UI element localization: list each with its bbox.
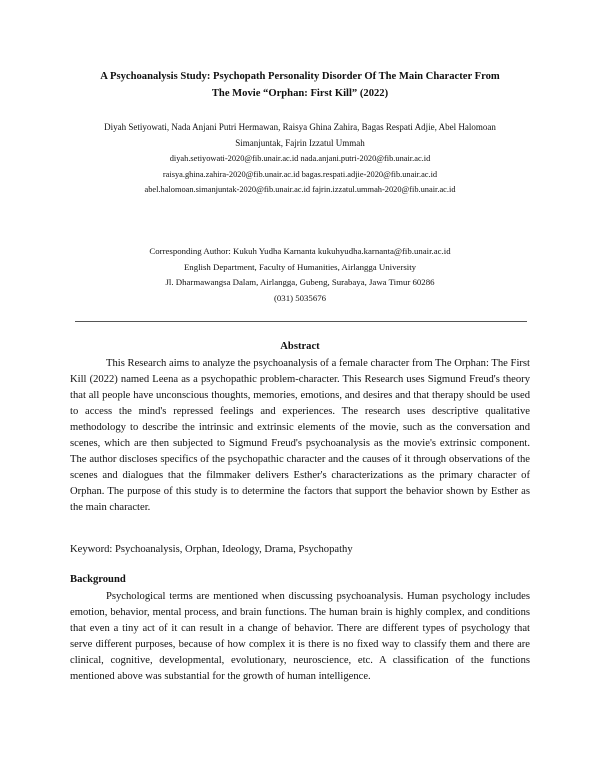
abstract-text: This Research aims to analyze the psychoanalysis of a female character from The Orphan: The First Kill (2022) named Leena as a psychopathic problem-character. This Research uses Sigmund Freud's theory that all people have unconscious thoughts, memories, emotions, and desires and that therapy should be used to access the mind's repressed feelings and experiences. The research uses descriptive qualitative methodology to describe the intrinsic and extrinsic elements of the movie, such as the conversation and scenes, which are then subjected to Sigmund Freud's psychoanalysis as the movie's extrinsic component. The author discloses specifics of the psychopathic character and the causes of it through observations of the scenes and dialogues that the filmmaker delivers Esther's characterizations as the primary character of Orphan. The purpose of this study is to determine the factors that support the behavior shown by Esther as the main character. xyxy=(70,358,530,514)
phone: (031) 5035676 xyxy=(273,292,327,303)
author-block xyxy=(60,120,540,198)
author-names-line-1: Diyah Setiyowati, Nada Anjani Putri Hermawan, Raisya Ghina Zahira, Bagas Respati Adjie, Abel Halomoan xyxy=(104,122,496,132)
author-emails-line-1: diyah.setiyowati-2020@fib.unair.ac.id nada.anjani.putri-2020@fib.unair.ac.id xyxy=(169,154,431,164)
author-emails-line-2: raisya.ghina.zahira-2020@fib.unair.ac.id bagas.respati.adjie-2020@fib.unair.ac.id xyxy=(162,169,438,179)
abstract-heading: Abstract xyxy=(280,341,320,352)
address: Jl. Dharmawangsa Dalam, Airlangga, Gubeng, Surabaya, Jawa Timur 60286 xyxy=(165,277,435,288)
keywords: Keyword: Psychoanalysis, Orphan, Ideology, Drama, Psychopathy xyxy=(70,544,353,555)
title-line-2: The Movie “Orphan: First Kill” (2022) xyxy=(211,88,389,99)
department: English Department, Faculty of Humanities, Airlangga University xyxy=(183,261,417,272)
author-emails-line-3: abel.halomoan.simanjuntak-2020@fib.unair.ac.id fajrin.izzatul.ummah-2020@fib.unair.ac.id xyxy=(144,185,456,195)
author-names-line-2: Simanjuntak, Fajrin Izzatul Ummah xyxy=(235,137,365,148)
correspondence-block xyxy=(60,244,540,306)
background-heading: Background xyxy=(70,574,126,585)
corresponding-author: Corresponding Author: Kukuh Yudha Karnanta kukuhyudha.karnanta@fib.unair.ac.id xyxy=(149,246,451,256)
background-text: Psychological terms are mentioned when discussing psychoanalysis. Human psychology includes emotion, behavior, mental process, and brain functions. The human brain is highly complex, and conditions that even a tiny act of it can result in a change of behavior. There are different types of psychology that serve different purposes, because of how complex it is there is no fixed way to classify them and there are clinical, cognitive, developmental, evolutionary, neuroscience, etc. A classification of the functions mentioned above was substantial for the growth of human intelligence. xyxy=(70,591,530,683)
horizontal-divider xyxy=(75,321,527,322)
title-line-1: A Psychoanalysis Study: Psychopath Personality Disorder Of The Main Character From xyxy=(100,71,500,82)
paper-title xyxy=(60,68,540,102)
